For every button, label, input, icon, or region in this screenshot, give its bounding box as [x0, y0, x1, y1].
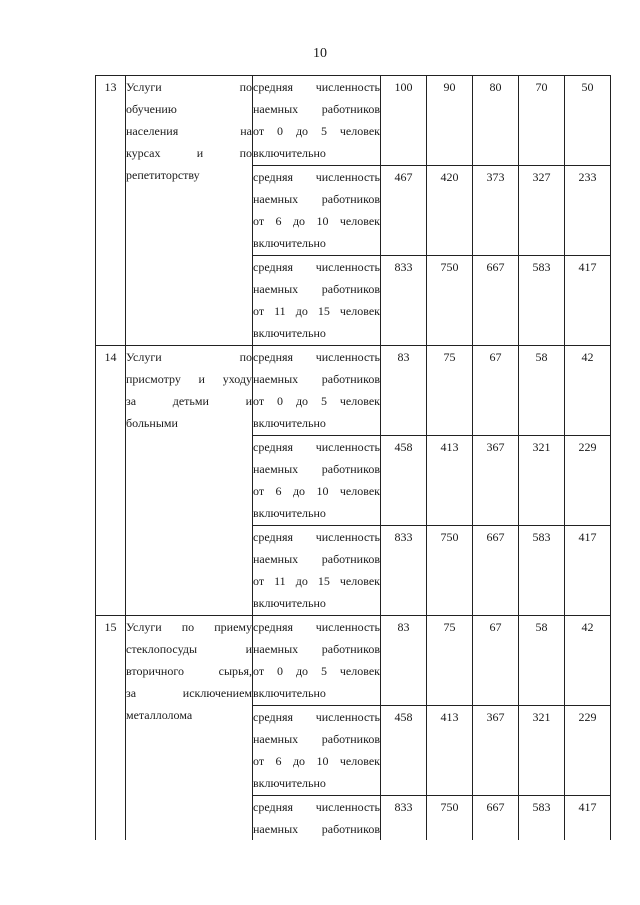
value-cell: 75: [427, 346, 473, 436]
value-cell: 367: [473, 436, 519, 526]
value-cell: 67: [473, 616, 519, 706]
criterion-line: средняя численность: [253, 170, 380, 184]
service-name: [126, 76, 253, 346]
criterion-line: включительно: [253, 236, 326, 250]
criterion-line: от 6 до 10 человек: [253, 214, 380, 228]
service-name-line: за детьми и: [126, 394, 252, 408]
service-name-line: присмотру и уходу: [126, 372, 252, 386]
criterion-line: наемных работников: [253, 642, 380, 656]
value-cell: 75: [427, 616, 473, 706]
criterion-cell: [253, 166, 381, 256]
criterion-line: наемных работников: [253, 822, 380, 836]
value-cell: 321: [519, 706, 565, 796]
value-cell: 233: [565, 166, 611, 256]
value-cell: 667: [473, 796, 519, 841]
service-name-line: репетиторству: [126, 168, 200, 182]
value-cell: 58: [519, 346, 565, 436]
criterion-line: средняя численность: [253, 260, 380, 274]
value-cell: 90: [427, 76, 473, 166]
value-cell: 100: [381, 76, 427, 166]
service-name-line: курсах и по: [126, 146, 252, 160]
criterion-line: включительно: [253, 506, 326, 520]
value-cell: 750: [427, 256, 473, 346]
value-cell: 80: [473, 76, 519, 166]
service-name-line: больными: [126, 416, 178, 430]
criterion-cell: [253, 796, 381, 841]
service-name-line: стеклопосуды и: [126, 642, 252, 656]
criterion-line: включительно: [253, 596, 326, 610]
criterion-line: от 0 до 5 человек: [253, 664, 380, 678]
row-number: 15: [96, 616, 126, 841]
service-name-line: Услуги по приему: [126, 620, 252, 634]
value-cell: 367: [473, 706, 519, 796]
criterion-cell: [253, 526, 381, 616]
criterion-line: средняя численность: [253, 800, 380, 814]
value-cell: 413: [427, 436, 473, 526]
criterion-line: наемных работников: [253, 732, 380, 746]
service-name-line: вторичного сырья,: [126, 664, 252, 678]
service-name-line: Услуги по: [126, 350, 252, 364]
service-name: [126, 346, 253, 616]
criterion-line: от 0 до 5 человек: [253, 124, 380, 138]
row-number: 14: [96, 346, 126, 616]
value-cell: 583: [519, 796, 565, 841]
value-cell: 417: [565, 526, 611, 616]
value-cell: 833: [381, 256, 427, 346]
criterion-line: средняя численность: [253, 620, 380, 634]
service-name-line: Услуги по: [126, 80, 252, 94]
criterion-cell: [253, 346, 381, 436]
service-name-line: населения на: [126, 124, 252, 138]
value-cell: 83: [381, 346, 427, 436]
page-number: 10: [313, 46, 327, 61]
criterion-cell: [253, 706, 381, 796]
value-cell: 50: [565, 76, 611, 166]
value-cell: 42: [565, 616, 611, 706]
value-cell: 67: [473, 346, 519, 436]
service-name-line: металлолома: [126, 708, 193, 722]
value-cell: 583: [519, 256, 565, 346]
row-number: 13: [96, 76, 126, 346]
value-cell: 70: [519, 76, 565, 166]
table-row: [96, 616, 611, 706]
criterion-line: наемных работников: [253, 282, 380, 296]
value-cell: 58: [519, 616, 565, 706]
criterion-cell: [253, 256, 381, 346]
value-cell: 417: [565, 256, 611, 346]
table-row: [96, 76, 611, 166]
criterion-line: от 6 до 10 человек: [253, 484, 380, 498]
value-cell: 833: [381, 796, 427, 841]
criterion-line: средняя численность: [253, 530, 380, 544]
value-cell: 583: [519, 526, 565, 616]
value-cell: 321: [519, 436, 565, 526]
criterion-cell: [253, 76, 381, 166]
criterion-line: средняя численность: [253, 350, 380, 364]
value-cell: 42: [565, 346, 611, 436]
criterion-line: от 6 до 10 человек: [253, 754, 380, 768]
value-cell: 229: [565, 706, 611, 796]
criterion-line: включительно: [253, 146, 326, 160]
criterion-line: от 11 до 15 человек: [253, 574, 380, 588]
value-cell: 750: [427, 526, 473, 616]
value-cell: 750: [427, 796, 473, 841]
value-cell: 413: [427, 706, 473, 796]
value-cell: 327: [519, 166, 565, 256]
criterion-line: включительно: [253, 686, 326, 700]
table-row: [96, 346, 611, 436]
service-name-line: за исключением: [126, 686, 252, 700]
value-cell: 83: [381, 616, 427, 706]
criterion-line: включительно: [253, 416, 326, 430]
criterion-line: наемных работников: [253, 462, 380, 476]
value-cell: 667: [473, 526, 519, 616]
tariff-table: [95, 75, 611, 840]
criterion-cell: [253, 436, 381, 526]
criterion-line: наемных работников: [253, 102, 380, 116]
value-cell: 458: [381, 706, 427, 796]
criterion-cell: [253, 616, 381, 706]
criterion-line: наемных работников: [253, 372, 380, 386]
criterion-line: наемных работников: [253, 192, 380, 206]
criterion-line: включительно: [253, 776, 326, 790]
service-name: [126, 616, 253, 841]
value-cell: 417: [565, 796, 611, 841]
criterion-line: наемных работников: [253, 552, 380, 566]
criterion-line: средняя численность: [253, 440, 380, 454]
criterion-line: средняя численность: [253, 80, 380, 94]
criterion-line: от 0 до 5 человек: [253, 394, 380, 408]
criterion-line: средняя численность: [253, 710, 380, 724]
value-cell: 467: [381, 166, 427, 256]
value-cell: 667: [473, 256, 519, 346]
service-name-line: обучению: [126, 102, 177, 116]
criterion-line: от 11 до 15 человек: [253, 304, 380, 318]
value-cell: 229: [565, 436, 611, 526]
criterion-line: включительно: [253, 326, 326, 340]
value-cell: 420: [427, 166, 473, 256]
value-cell: 373: [473, 166, 519, 256]
value-cell: 458: [381, 436, 427, 526]
value-cell: 833: [381, 526, 427, 616]
